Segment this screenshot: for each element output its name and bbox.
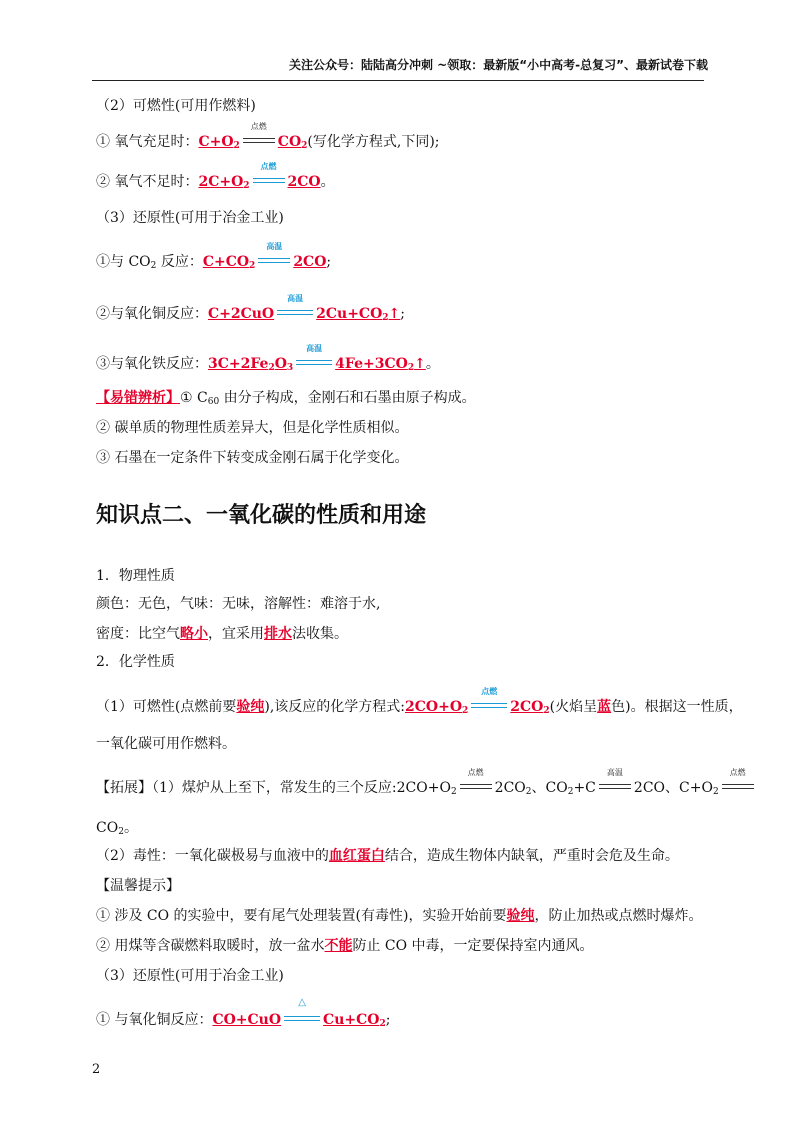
text-co-fuel: 一氧化碳可用作燃料。 <box>96 736 236 752</box>
equation-product: $Cu+CO_2$ <box>323 1012 386 1029</box>
text-oxygen-insufficient: ② 氧气不足时：$2C+O_2$ 点燃 2CO。 <box>96 162 335 191</box>
equation-product: 2CO <box>293 254 327 270</box>
equation-product: $2Cu+CO_2↑$ <box>316 306 401 323</box>
text-tip-1: ① 涉及 CO 的实验中，要有尾气处理装置(有毒性)，实验开始前要验纯，防止加热或点燃时爆炸。 <box>96 908 703 924</box>
condition-ignite: 点燃 <box>251 172 287 186</box>
text-chemical-heading: 2．化学性质 <box>96 654 175 670</box>
equation-reactant: $3C+2Fe_2O_3$ <box>208 356 294 373</box>
condition-high-temp: 高温 <box>294 354 334 368</box>
equation-reactant: $C+O_2$ <box>198 134 240 151</box>
answer-slightly-less: 略小 <box>180 626 208 642</box>
text-react-cuo: ②与氧化铜反应：C+2CuO 高温 $2Cu+CO_2↑$; <box>96 294 405 323</box>
text-react-co2: ①与 $CO_2$ 反应：$C+CO_2$ 高温 2CO; <box>96 242 332 271</box>
text-physical-props: 颜色：无色，气味：无味，溶解性：难溶于水, <box>96 596 381 612</box>
answer-cannot: 不能 <box>324 938 353 954</box>
page-number: 2 <box>92 1062 101 1077</box>
answer-water-displacement: 排水 <box>264 626 292 642</box>
text-co-reducibility: （3）还原性(可用于冶金工业) <box>96 968 284 984</box>
page-header: 关注公众号：陆陆高分冲刺 ~领取：最新版“小中高考-总复习”、最新试卷下载 <box>289 58 708 72</box>
condition-high-temp: 高温 <box>275 304 315 318</box>
answer-check-purity: 验纯 <box>506 908 535 924</box>
answer-blue: 蓝 <box>597 699 612 715</box>
text-tip-2: ② 用煤等含碳燃料取暖时，放一盆水不能防止 CO 中毒，一定要保持室内通风。 <box>96 938 594 954</box>
condition-ignite: 点燃 <box>469 697 509 711</box>
condition-high-temp: 高温 <box>597 778 633 792</box>
equation-product: $2CO_2$ <box>510 699 550 716</box>
text-reducibility-heading: （3）还原性(可用于冶金工业) <box>96 210 284 226</box>
equation-product: 2CO <box>287 174 321 190</box>
condition-ignite: 点燃 <box>458 778 494 792</box>
equation-reactant: $C+CO_2$ <box>202 254 256 271</box>
text-density: 密度：比空气略小，宜采用排水法收集。 <box>96 626 348 642</box>
header-rule <box>92 80 704 81</box>
condition-ignite: 点燃 <box>720 778 756 792</box>
text-mistake-3: ③ 石墨在一定条件下转变成金刚石属于化学变化。 <box>96 450 409 466</box>
text-physical-heading: 1．物理性质 <box>96 568 175 584</box>
answer-check-purity: 验纯 <box>236 699 265 715</box>
text-co-combustion: （1）可燃性(点燃前要验纯),该反应的化学方程式$:2CO+O_2$ 点燃 $2CO_2$(火焰呈蓝色)。根据这一性质， <box>96 687 743 716</box>
text-extension-cont: $CO_2$。 <box>96 820 138 837</box>
text-toxicity: （2）毒性：一氧化碳极易与血液中的血红蛋白结合，造成生物体内缺氧，严重时会危及生命。 <box>96 848 679 864</box>
text-co-cuo: ① 与氧化铜反应：CO+CuO △ $Cu+CO_2$; <box>96 997 391 1029</box>
equation-reactant: CO+CuO <box>212 1012 282 1028</box>
equation-product: $CO_2$ <box>277 134 308 151</box>
text-oxygen-sufficient: ① 氧气充足时：$C+O_2$ 点燃 $CO_2$(写化学方程式,下同); <box>96 122 440 151</box>
text-react-fe2o3: ③与氧化铁反应：$3C+2Fe_2O_3$ 高温 $4Fe+3CO_2↑$。 <box>96 344 440 373</box>
tag-common-mistakes: 【易错辨析】 <box>96 390 180 406</box>
text-extension: 【拓展】（1）煤炉从上至下，常发生的三个反应$:2CO+O_2$ 点燃 $2CO_2$、$CO_2+C$ 高温 2CO、$C+O_2$ 点燃 <box>96 778 757 798</box>
equation-product: $4Fe+3CO_2↑$ <box>335 356 426 373</box>
text-tips-heading: 【温馨提示】 <box>96 878 180 894</box>
answer-hemoglobin: 血红蛋白 <box>328 848 385 864</box>
text-combustibility-heading: （2）可燃性(可用作燃料) <box>96 98 256 114</box>
equation-reactant: $2CO+O_2$ <box>405 699 469 716</box>
condition-heat: △ <box>282 1010 322 1024</box>
equation-reactant: $2C+O_2$ <box>198 174 250 191</box>
text-common-mistakes: 【易错辨析】① $C_{60}$ 由分子构成，金刚石和石墨由原子构成。 <box>96 390 476 407</box>
text-mistake-2: ② 碳单质的物理性质差异大，但是化学性质相似。 <box>96 420 409 436</box>
label: ① 氧气充足时： <box>96 134 199 150</box>
equation-reactant: C+2CuO <box>208 306 275 322</box>
section-title: 知识点二、一氧化碳的性质和用途 <box>96 503 427 528</box>
condition-high-temp: 高温 <box>256 252 292 266</box>
condition-ignite: 点燃 <box>241 132 277 146</box>
